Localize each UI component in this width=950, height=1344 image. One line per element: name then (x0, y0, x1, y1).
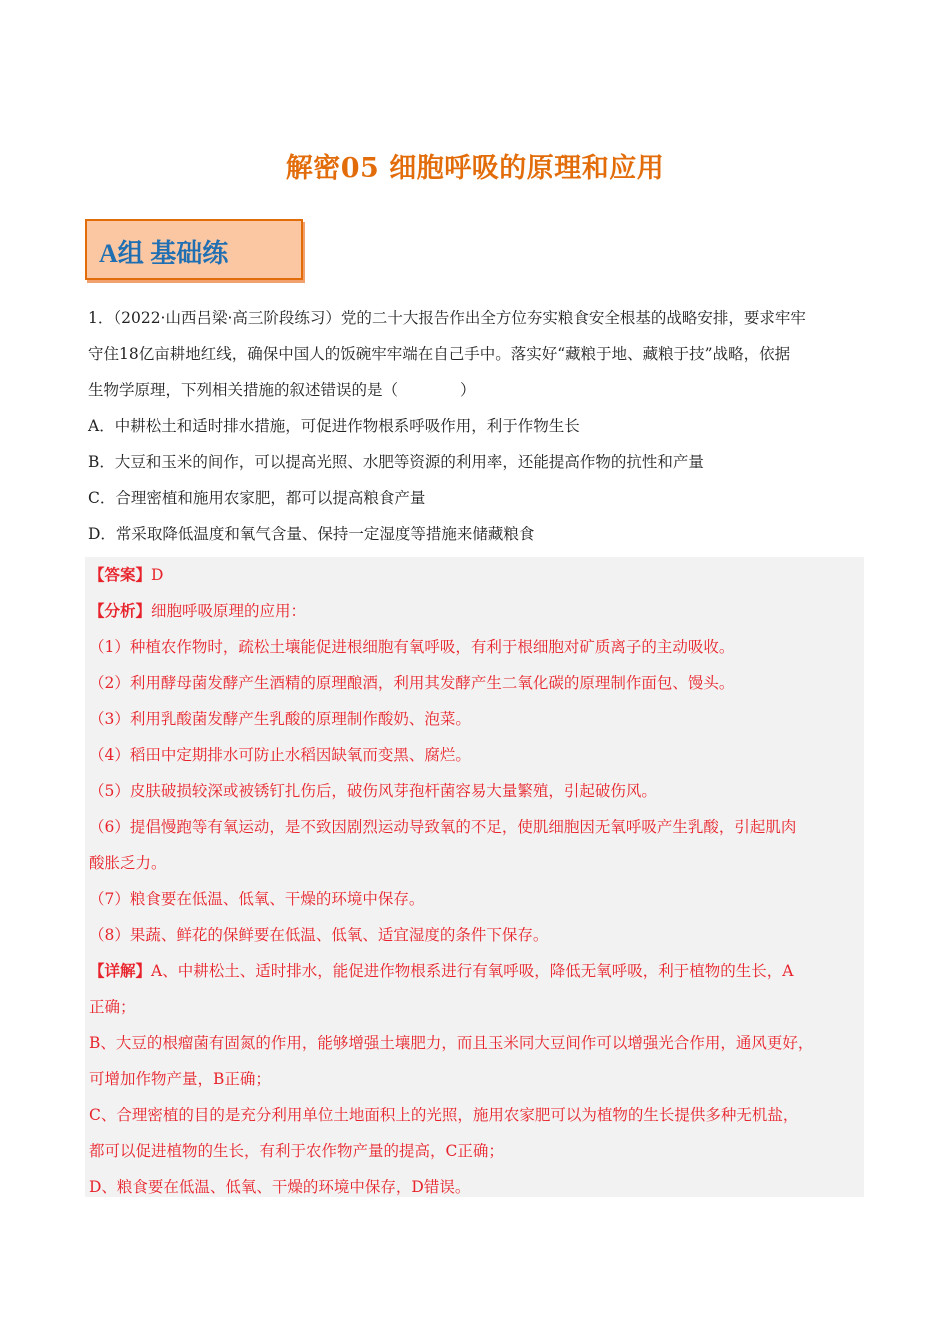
detail-line: 正确； (89, 998, 136, 1016)
analysis-line: （5）皮肤破损较深或被锈钉扎伤后，破伤风芽孢杆菌容易大量繁殖，引起破伤风。 (89, 782, 657, 800)
option-b: B．大豆和玉米的间作，可以提高光照、水肥等资源的利用率，还能提高作物的抗性和产量 (88, 453, 704, 471)
group-label: A组 基础练 (99, 239, 229, 268)
detail-line: 都可以促进植物的生长，有利于农作物产量的提高，C正确； (89, 1142, 504, 1160)
question-block (88, 300, 868, 552)
question-stem-line: 守住18亿亩耕地红线，确保中国人的饭碗牢牢端在自己手中。落实好“藏粮于地、藏粮于技”战略，依据 (88, 345, 791, 363)
detail-tag: 【详解】 (89, 961, 152, 980)
analysis-line: （2）利用酵母菌发酵产生酒精的原理酿酒，利用其发酵产生二氧化碳的原理制作面包、馒头。 (89, 674, 735, 692)
option-c: C．合理密植和施用农家肥，都可以提高粮食产量 (88, 489, 426, 507)
detail-first: A、中耕松土、适时排水，能促进作物根系进行有氧呼吸，降低无氧呼吸，利于植物的生长，A (151, 962, 794, 980)
analysis-line: （1）种植农作物时，疏松土壤能促进根细胞有氧呼吸，有利于根细胞对矿质离子的主动吸收。 (89, 638, 735, 656)
analysis-line: （4）稻田中定期排水可防止水稻因缺氧而变黑、腐烂。 (89, 746, 471, 764)
analysis-line: （6）提倡慢跑等有氧运动，是不致因剧烈运动导致氧的不足，使肌细胞因无氧呼吸产生乳酸，引起肌肉 (89, 818, 797, 836)
question-stem-line: 1．（2022·山西吕梁·高三阶段练习）党的二十大报告作出全方位夯实粮食安全根基的战略安排，要求牢牢 (88, 309, 806, 327)
analysis-line: （3）利用乳酸菌发酵产生乳酸的原理制作酸奶、泡菜。 (89, 710, 471, 728)
detail-line: D、粮食要在低温、低氧、干燥的环境中保存，D错误。 (89, 1178, 471, 1196)
analysis-intro: 细胞呼吸原理的应用： (151, 602, 307, 620)
detail-line: 可增加作物产量，B正确； (89, 1070, 271, 1088)
option-d: D．常采取降低温度和氧气含量、保持一定湿度等措施来储藏粮食 (88, 525, 535, 543)
answer-analysis-panel (85, 557, 864, 1197)
detail-line: B、大豆的根瘤菌有固氮的作用，能够增强土壤肥力，而且玉米同大豆间作可以增强光合作用，通风更好， (89, 1034, 814, 1052)
option-a: A．中耕松土和适时排水措施，可促进作物根系呼吸作用，利于作物生长 (88, 417, 580, 435)
question-stem-line: 生物学原理，下列相关措施的叙述错误的是（ ） (88, 381, 476, 399)
page-title: 解密05 细胞呼吸的原理和应用 (285, 153, 665, 184)
analysis-line: （7）粮食要在低温、低氧、干燥的环境中保存。 (89, 890, 425, 908)
answer-line (89, 557, 860, 593)
analysis-line: （8）果蔬、鲜花的保鲜要在低温、低氧、适宜湿度的条件下保存。 (89, 926, 549, 944)
detail-first-line (89, 953, 860, 989)
analysis-line: 酸胀乏力。 (89, 854, 167, 872)
answer-value: D (151, 566, 164, 584)
group-header-box (85, 219, 303, 280)
detail-line: C、合理密植的目的是充分利用单位土地面积上的光照，施用农家肥可以为植物的生长提供多种无机盐， (89, 1106, 799, 1124)
analysis-tag: 【分析】 (89, 601, 152, 620)
analysis-intro-line (89, 593, 860, 629)
answer-tag: 【答案】 (89, 565, 152, 584)
